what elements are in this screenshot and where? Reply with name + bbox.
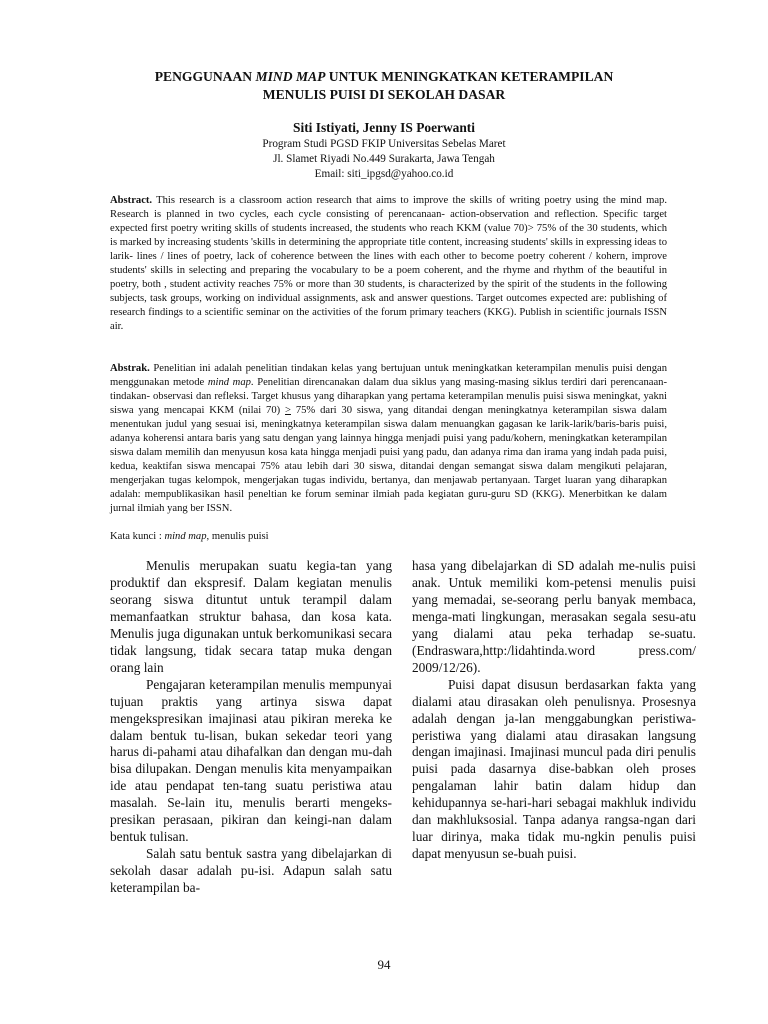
abstract-id-text-a: Penelitian ini adalah penelitian tindakan kelas yang bertujuan untuk meningkatkan keterampilan menulis puisi dengan menggunakan metode [110, 363, 667, 389]
abstract-english [110, 194, 667, 334]
affiliation-line2: Jl. Slamet Riyadi No.449 Surakarta, Jawa Tengah [273, 152, 495, 165]
greater-equal-symbol: > [285, 405, 291, 417]
body-column-left [110, 558, 392, 897]
affiliation-line1: Program Studi PGSD FKIP Universitas Sebelas Maret [262, 138, 506, 150]
author-names: Siti Istiyati, Jenny IS Poerwanti [293, 120, 475, 135]
keywords-italic: mind map [164, 531, 207, 542]
abstract-id-text-b: . Penelitian direncanakan dalam dua siklus yang masing-masing siklus terdiri dari perencanaan- tindakan- observasi dan refleksi. Target khusus yang diharapkan yang pertama keterampilan menulis puisi siswa meningkat, yakni siswa yang mencapai KKM (nilai 70) [110, 377, 667, 417]
abstract-en-text: This research is a classroom action research that aims to improve the skills of writing poetry using the mind map. Research is planned in two cycles, each cycle consisting of perencanaan- action-observation and reflection. Specific target expected first poetry writing skills of students increased, the students who reach KKM (value 70)> 75% of the 30 students, which is marked by increasing students 'skills in determining the appropriate title content, increasing students' skills in expressing ideas to larik- lines / lines of poetry, lack of coherence between the lines with each other to become poetry coherent / kohern, improve students' skills in selecting and preparing the vocabulary to be a poem coherent, and the rhyme and rhythm of the beautiful in poetry, both , student activity reaches 75% or more than 30 students, is characterized by the spirit of the students in the following subjects, task groups, working on individual assignments, ask and answer questions. Target outcomes expected are: publishing of research findings to a scientific seminar on the activities of the forum primary teachers (KKG). Publish in scientific journals ISSN air. [110, 195, 667, 333]
keywords [110, 530, 667, 544]
paper-title [100, 68, 668, 104]
abstract-id-text-c: 75% dari 30 siswa, yang ditandai dengan meningkatnya keterampilan siswa dalam menentukan judul yang sesuai isi, meningkatnya keterampilan siswa dalam menuangkan gagasan ke larik-larik/baris-baris puisi, adanya koherensi antara baris yang satu dengan yang lainnya hingga menjadi puisi yang padu/kohern, meningkatkan keterampilan siswa dalam memilih dan menyusun kosa kata hingga menjadi puisi yang padu, dan adanya rima dan irama yang indah pada puisi, kedua, keaktifan siswa mencapai 75% atau lebih dari 30 siswa, ditandai dengan semangat siswa dalam mengikuti pelajaran, mengerjakan tugas kelompok, mengerjakan tugas individu, bertanya, dan menjawab pertanyaan. Target luaran yang diharapkan adalah: mempublikasikan hasil peneltian ke forum seminar ilmiah pada kegiatan guru-guru SD (KKG). Menerbitkan ke dalam jurnal ilmiah yang ber ISSN. [110, 405, 667, 515]
abstract-indonesian [110, 362, 667, 517]
paragraph: Puisi dapat disusun berdasarkan fakta yang dialami atau dirasakan oleh penulisnya. Prosesnya adalah dengan ja-lan menggabungkan peristiwa-peristiwa yang dialami atau dirasakan langsung dengan imajinasi. Imajinasi muncul pada diri penulis puisi pada dasarnya dise-babkan oleh proses pengalaman lahir batin dalam hidup dan kehidupannya se-hari-hari sebagai makhluk individu dan makhluksosial. Tanpa adanya rangsa-ngan dari luar dirinya, maka tidak mu-ngkin penulis puisi dapat menyusun se-buah puisi. [412, 676, 696, 862]
paragraph: hasa yang dibelajarkan di SD adalah me-nulis puisi anak. Untuk memiliki kom-petensi menulis puisi yang memadai, se-seorang perlu banyak membaca, menga-mati lingkungan, merasakan segala sesu-atu yang dialami atau peka terhadap se-suatu.(Endraswara,http:/lidahtinda.word press.com/ 2009/12/26). [412, 558, 696, 675]
abstract-id-italic: mind map [207, 377, 251, 389]
keywords-label: Kata kunci : [110, 531, 165, 542]
affiliation-email: Email: siti_ipgsd@yahoo.co.id [314, 167, 454, 180]
body-column-right [412, 558, 696, 863]
paragraph: Pengajaran keterampilan menulis mempunyai tujuan praktis yang artinya siswa dapat mengekspresikan imajinasi atau pikiran mereka ke dalam bentuk tu-lisan, bukan sekedar teori yang harus di-pahami atau dihafalkan dan dengan mu-dah bisa dilupakan. Dengan menulis kita menyampaikan ide atau pendapat ten-tang suatu peristiwa atau masalah. Se-lain itu, menulis berarti mengeks-presikan perasaan, pikiran dan keingi-nan dalam bentuk tulisan. [110, 676, 392, 845]
abstract-en-label: Abstract. [110, 195, 153, 206]
paragraph: Salah satu bentuk sastra yang dibelajarkan di sekolah dasar adalah pu-isi. Adapun salah satu keterampilan ba- [110, 846, 392, 896]
abstract-id-label: Abstrak. [110, 363, 150, 374]
paragraph: Menulis merupakan suatu kegia-tan yang produktif dan ekspresif. Dalam kegiatan menulis seorang siswa dituntut untuk terampil dalam memanfaatkan struktur bahasa, dan kosa kata. Menulis juga digunakan untuk berkomunikasi secara tidak langsung, tidak secara tatap muka dengan orang lain [110, 558, 393, 675]
title-italic: MIND MAP [255, 69, 326, 84]
title-part1: PENGGUNAAN [154, 69, 256, 84]
page-number: 94 [377, 957, 391, 972]
title-line2: MENULIS PUISI DI SEKOLAH DASAR [262, 87, 506, 102]
keywords-rest: , menulis puisi [206, 531, 269, 542]
author-affiliation [100, 137, 668, 181]
title-part2: UNTUK MENINGKATKAN KETERAMPILAN [325, 69, 614, 84]
